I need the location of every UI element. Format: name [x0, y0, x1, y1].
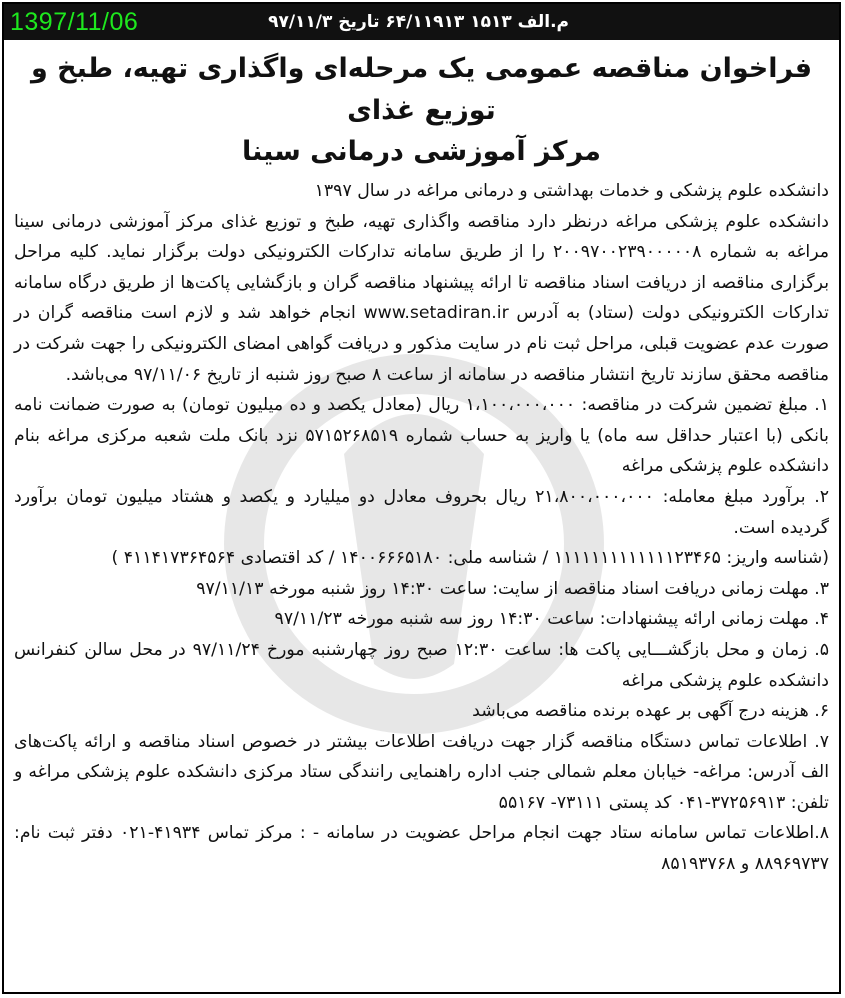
paragraph-intro: دانشکده علوم پزشکی و خدمات بهداشتی و درمانی مراغه در سال ۱۳۹۷: [314, 181, 829, 201]
paragraph-item-1: ۱. مبلغ تضمین شرکت در مناقصه: ۱،۱۰۰،۰۰۰،۰۰۰ ریال (معادل یکصد و ده میلیون تومان) به صورت ضمانت نامه بانکی (با اعتبار حداقل سه ماه) یا واریز به حساب شماره ۵۷۱۵۲۶۸۵۱۹ نزد بانک ملت شعبه مرکزی مراغه بنام دانشکده علوم پزشکی مراغه: [14, 395, 829, 477]
notice-frame: [2, 2, 841, 994]
notice-body: [14, 176, 829, 880]
paragraph-item-5: ۵. زمان و محل بازگشـــایی پاکت ها: ساعت ۱۲:۳۰ صبح روز چهارشنبه مورخ ۹۷/۱۱/۲۴ در محل سالن کنفرانس دانشکده علوم پزشکی مراغه: [14, 639, 829, 691]
paragraph-item-3: ۳. مهلت زمانی دریافت اسناد مناقصه از سایت: ساعت ۱۴:۳۰ روز شنبه مورخه ۹۷/۱۱/۱۳: [196, 578, 829, 599]
paragraph-item-2: ۲. برآورد مبلغ معامله: ۲۱،۸۰۰،۰۰۰،۰۰۰ ریال بحروف معادل دو میلیارد و یکصد و هشتاد میلیون تومان برآورد گردیده است.: [14, 486, 830, 538]
header-bar: [4, 4, 839, 40]
paragraph-item-4: ۴. مهلت زمانی ارائه پیشنهادات: ساعت ۱۴:۳۰ روز سه شنبه مورخه ۹۷/۱۱/۲۳: [274, 609, 829, 630]
notice-subtitle: مرکز آموزشی درمانی سینا: [242, 136, 601, 167]
paragraph-description: دانشکده علوم پزشکی مراغه درنظر دارد مناقصه واگذاری تهیه، طبخ و توزیع غذای مرکز آموزشی درمانی سینا مراغه به شماره ۲۰۰۹۷۰۰۲۳۹۰۰۰۰۰۸ را از طریق سامانه تدارکات الکترونیکی دولت برگزار نماید. کلیه مراحل برگزاری مناقصه از دریافت اسناد مناقصه تا ارائه پیشنهاد مناقصه گران و بازگشایی پاکت‌ها از طریق درگاه سامانه تدارکات الکترونیکی دولت (ستاد) به آدرس www.setadiran.ir انجام خواهد شد و لازم است مناقصه گران در صورت عدم عضویت قبلی، مراحل ثبت نام در سایت مذکور و دریافت گواهی امضای الکترونیکی را جهت شرکت در مناقصه محقق سازند تاریخ انتشار مناقصه در سامانه از ساعت ۸ صبح روز شنبه از تاریخ ۹۷/۱۱/۰۶ می‌باشد.: [14, 211, 830, 385]
date-badge: 1397/11/06: [4, 4, 160, 40]
reference-number: م.الف ۱۵۱۳ ۶۴/۱۱۹۱۳ تاریخ ۹۷/۱۱/۳: [268, 12, 569, 32]
paragraph-item-7: ۷. اطلاعات تماس دستگاه مناقصه گزار جهت دریافت اطلاعات بیشتر در خصوص اسناد مناقصه و ارائه پاکت‌های الف آدرس: مراغه- خیابان معلم شمالی جنب اداره راهنمایی رانندگی ستاد مرکزی دانشکده علوم پزشکی مراغه و تلفن: ۳۷۲۵۶۹۱۳-۰۴۱ کد پستی ۷۳۱۱۱- ۵۵۱۶۷: [14, 731, 829, 813]
paragraph-item-6: ۶. هزینه درج آگهی بر عهده برنده مناقصه می‌باشد: [472, 701, 829, 722]
paragraph-item-8: ۸.اطلاعات تماس سامانه ستاد جهت انجام مراحل عضویت در سامانه - : مرکز تماس ۴۱۹۳۴-۰۲۱ دفتر ثبت نام: ۸۸۹۶۹۷۳۷ و ۸۵۱۹۳۷۶۸: [14, 823, 830, 875]
notice-content: [14, 42, 829, 880]
notice-title: فراخوان مناقصه عمومی یک مرحله‌ای واگذاری تهیه، طبخ و توزیع غذای: [31, 53, 812, 126]
paragraph-payment-ids: (شناسه واریز: ۱۱۱۱۱۱۱۱۱۱۱۱۱۲۳۴۶۵ / شناسه ملی: ۱۴۰۰۶۶۶۵۱۸۰ / کد اقتصادی ۴۱۱۴۱۷۳۶۴۵۶۴ ): [111, 548, 829, 569]
